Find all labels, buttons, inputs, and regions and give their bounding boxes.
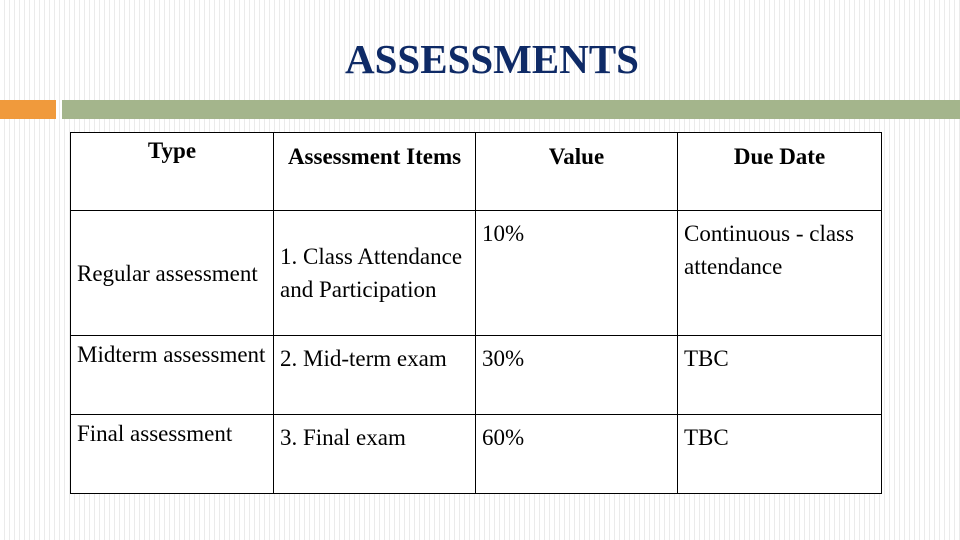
cell-type: Midterm assessment — [71, 336, 274, 415]
table-row — [71, 211, 882, 336]
cell-value: 10% — [476, 211, 678, 336]
cell-item: 3. Final exam — [274, 415, 476, 494]
header-assessment-items: Assessment Items — [274, 133, 476, 211]
header-value: Value — [476, 133, 678, 211]
accent-bar-orange — [0, 100, 56, 119]
cell-item: 2. Mid-term exam — [274, 336, 476, 415]
cell-type: Final assessment — [71, 415, 274, 494]
cell-type: Regular assessment — [71, 211, 274, 336]
table-row — [71, 415, 882, 494]
accent-bar-green — [62, 100, 960, 119]
cell-value: 60% — [476, 415, 678, 494]
header-due-date: Due Date — [678, 133, 882, 211]
header-type: Type — [71, 133, 274, 211]
slide-title: ASSESSMENTS — [345, 36, 639, 82]
cell-due-date: TBC — [678, 336, 882, 415]
cell-due-date: Continuous - class attendance — [678, 211, 882, 336]
table-header-row — [71, 133, 882, 211]
cell-item: 1. Class Attendance and Participation — [274, 211, 476, 336]
cell-value: 30% — [476, 336, 678, 415]
assessments-table — [70, 132, 882, 494]
cell-due-date: TBC — [678, 415, 882, 494]
table-row — [71, 336, 882, 415]
